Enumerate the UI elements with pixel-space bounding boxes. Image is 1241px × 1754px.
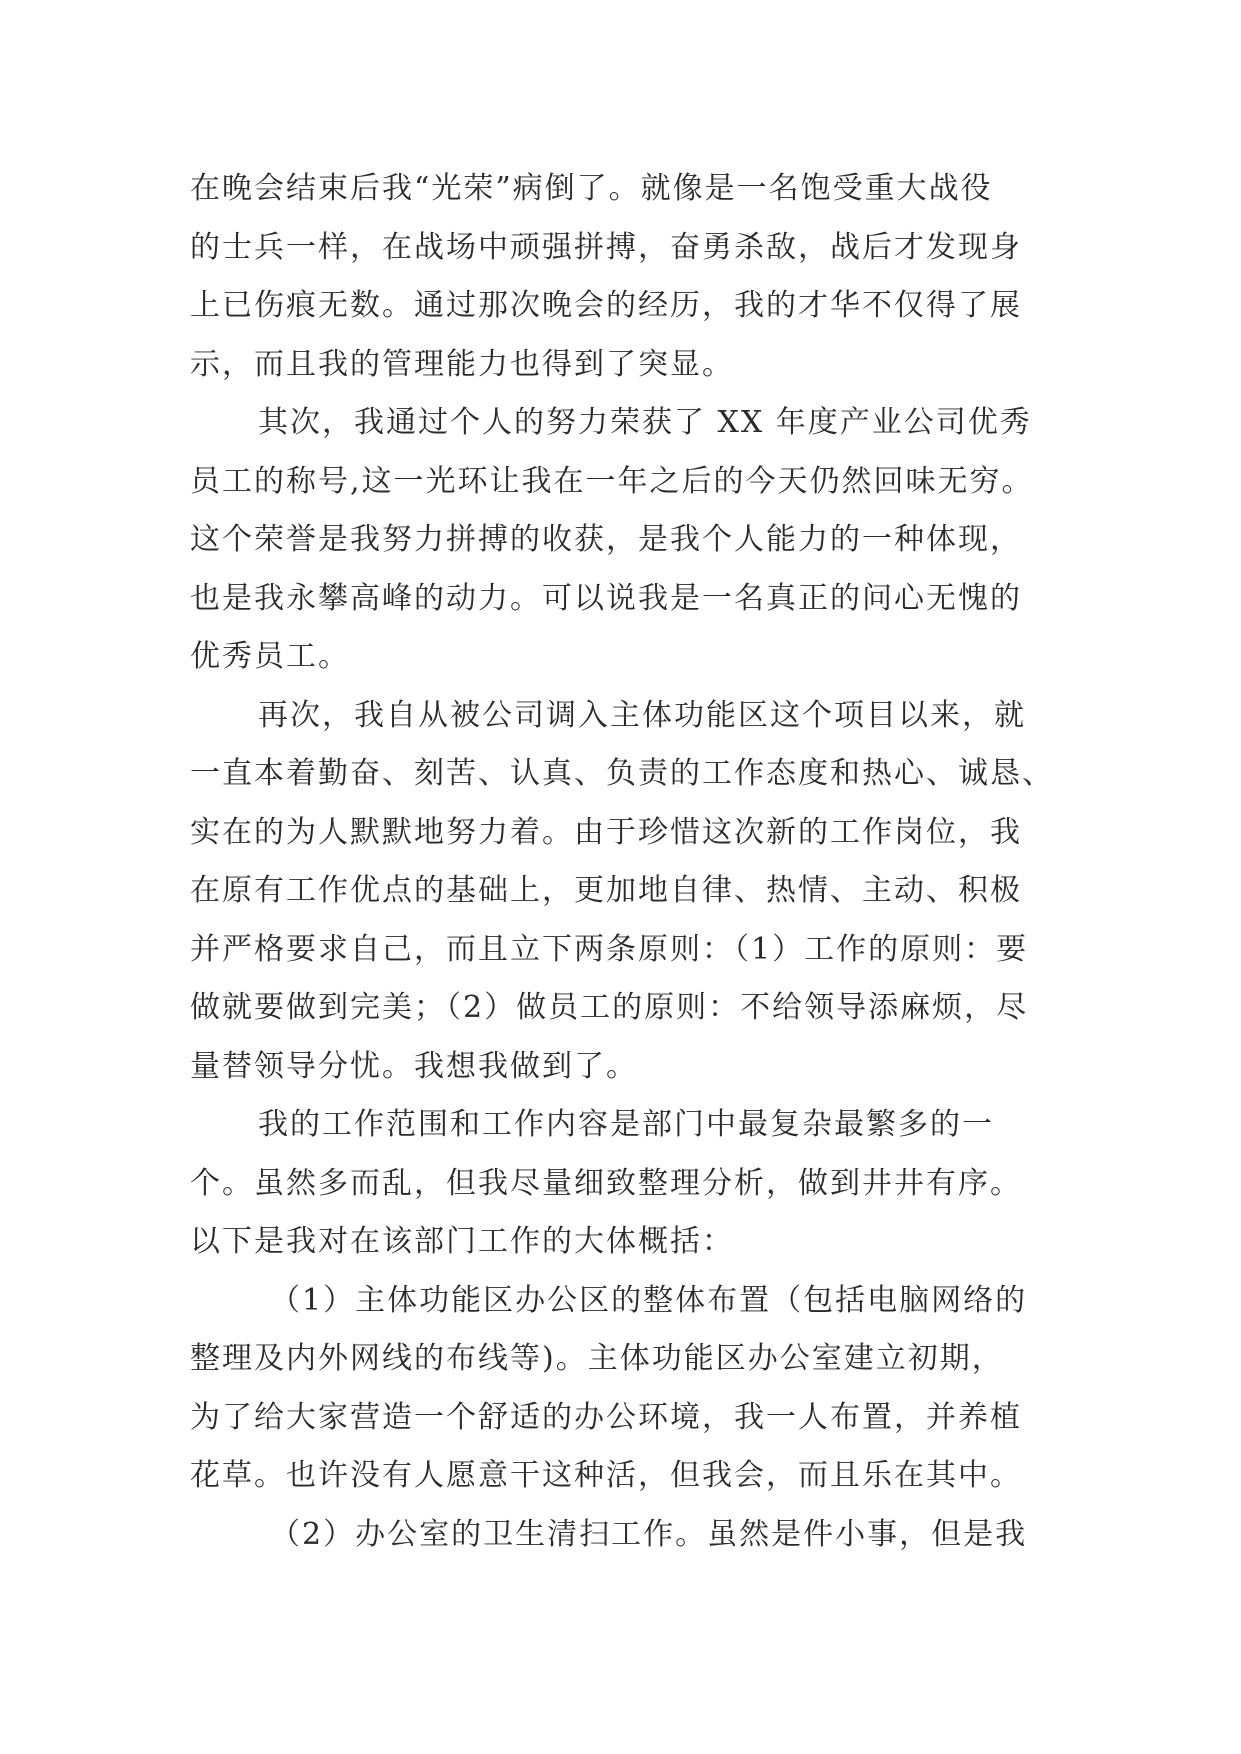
text-line: 并严格要求自己，而且立下两条原则：（1）工作的原则：要 xyxy=(190,931,1029,967)
text-line: 优秀员工。 xyxy=(190,639,350,674)
text-line: 在原有工作优点的基础上，更加地自律、热情、主动、积极 xyxy=(190,873,1022,908)
document-body xyxy=(190,160,1060,1564)
list-item-first-line: （2）办公室的卫生清扫工作。虽然是件小事，但是我 xyxy=(270,1516,1028,1552)
text-line: 在晚会结束后我“光荣”病倒了。就像是一名饱受重大战役 xyxy=(190,171,993,206)
text-line: 一直本着勤奋、刻苦、认真、负责的工作态度和热心、诚恳、 xyxy=(190,756,1054,791)
text-line: 也是我永攀高峰的动力。可以说我是一名真正的问心无愧的 xyxy=(190,580,1022,616)
text-line: 整理及内外网线的布线等)。主体功能区办公室建立初期， xyxy=(190,1341,1004,1376)
text-line: 这个荣誉是我努力拼搏的收获，是我个人能力的一种体现， xyxy=(190,522,1022,557)
text-line: 上已伤痕无数。通过那次晚会的经历，我的才华不仅得了展 xyxy=(190,288,1022,323)
paragraph-first-line: 再次，我自从被公司调入主体功能区这个项目以来，就 xyxy=(258,697,1026,733)
text-line: 以下是我对在该部门工作的大体概括： xyxy=(190,1224,734,1259)
text-line: 个。虽然多而乱，但我尽量细致整理分析，做到井井有序。 xyxy=(190,1165,1022,1201)
text-line: 员工的称号,这一光环让我在一年之后的今天仍然回味无穷。 xyxy=(190,463,1034,499)
paragraph-first-line: 其次，我通过个人的努力荣获了 XX 年度产业公司优秀 xyxy=(258,405,1032,440)
paragraph-first-line: 我的工作范围和工作内容是部门中最复杂最繁多的一 xyxy=(258,1107,994,1142)
text-line: 示，而且我的管理能力也得到了突显。 xyxy=(190,346,734,382)
text-line: 为了给大家营造一个舒适的办公环境，我一人布置，并养植 xyxy=(190,1399,1022,1435)
text-line: 量替领导分忧。我想我做到了。 xyxy=(190,1048,638,1084)
text-line: 做就要做到完美；（2）做员工的原则：不给领导添麻烦，尽 xyxy=(190,990,1029,1025)
list-item-first-line: （1）主体功能区办公区的整体布置（包括电脑网络的 xyxy=(270,1282,1028,1318)
text-line: 实在的为人默默地努力着。由于珍惜这次新的工作岗位，我 xyxy=(190,814,1022,850)
text-line: 的士兵一样，在战场中顽强拼搏，奋勇杀敌，战后才发现身 xyxy=(190,229,1022,265)
text-line: 花草。也许没有人愿意干这种活，但我会，而且乐在其中。 xyxy=(190,1458,1022,1493)
